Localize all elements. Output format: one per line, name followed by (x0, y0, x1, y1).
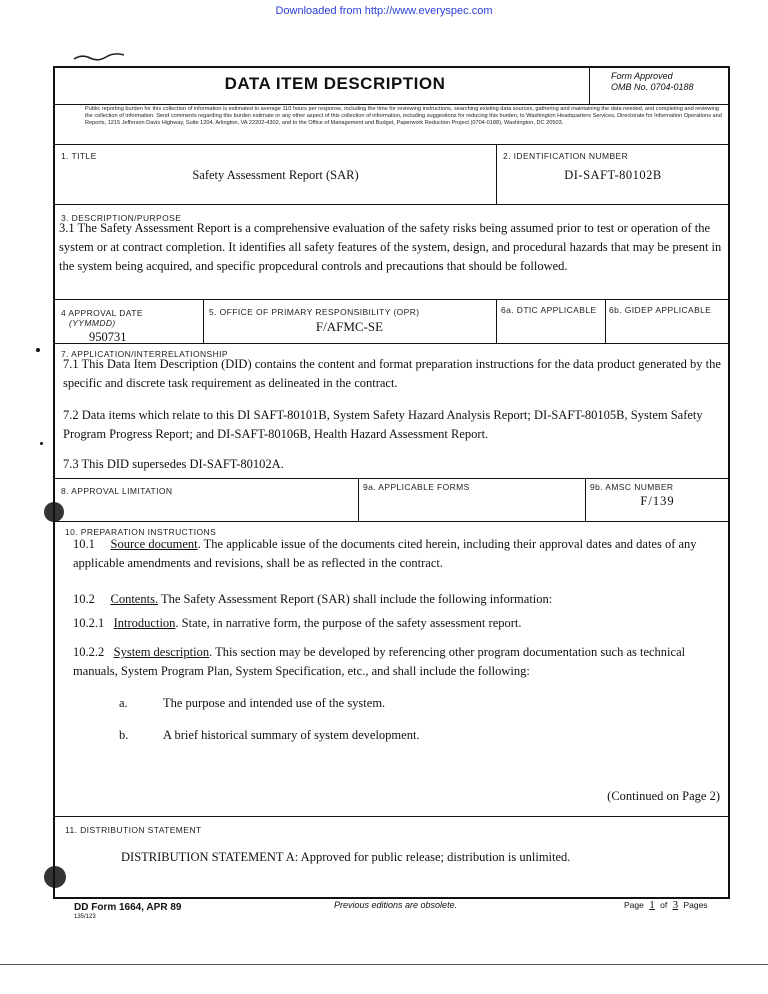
page-divider (0, 964, 768, 965)
title-value: Safety Assessment Report (SAR) (192, 168, 359, 182)
item-a-letter: a. (119, 696, 128, 710)
page-count (624, 899, 708, 911)
page-word: Page (624, 900, 644, 910)
omb-approval (611, 71, 728, 93)
block11-label: 11. DISTRIBUTION STATEMENT (65, 825, 202, 835)
approval-date-value: 950731 (89, 330, 127, 344)
item-b-letter: b. (119, 728, 129, 742)
handwritten-mark (72, 50, 132, 64)
page-number: 1 (649, 899, 655, 911)
block10-label: 10. PREPARATION INSTRUCTIONS (65, 527, 217, 537)
block8-label: 8. APPROVAL LIMITATION (61, 486, 173, 496)
para-10-2-text: The Safety Assessment Report (SAR) shall include the following information: (158, 592, 553, 606)
para-10-1-text: . The applicable issue of the documents cited herein, including their approval dates and dates of any applicable amendments and revisions, shall be as reflected in the contract. (73, 537, 697, 570)
pages-word: Pages (683, 900, 708, 910)
form-id: DD Form 1664, APR 89 (74, 902, 182, 913)
distribution-statement: DISTRIBUTION STATEMENT A: Approved for public release; distribution is unlimited. (121, 850, 571, 864)
form-title: DATA ITEM DESCRIPTION (224, 74, 446, 93)
approval-date-format: (YYMMDD) (69, 318, 116, 328)
para-7-3: 7.3 This DID supersedes DI-SAFT-80102A. (63, 457, 284, 471)
para-10-2 (73, 590, 723, 609)
block9b-label: 9b. AMSC NUMBER (590, 482, 674, 492)
para-10-2-2-num: 10.2.2 (73, 645, 105, 659)
previous-editions: Previous editions are obsolete. (334, 900, 458, 910)
approved-line1: Form Approved (611, 71, 673, 81)
para-10-2-2-text: . This section may be developed by referencing other program documentation such as technical manuals, System Program Plan, System Specification, etc., and shall include the following: (73, 645, 686, 678)
block5-label: 5. OFFICE OF PRIMARY RESPONSIBILITY (OPR) (209, 307, 420, 317)
para-10-2-num: 10.2 (73, 592, 95, 606)
para-7-1: 7.1 This Data Item Description (DID) contains the content and format preparation instructions for the data product generated by the specific and discrete task requirement as delineated in the contract. (63, 357, 721, 390)
para-10-2-2-head: System description (113, 645, 210, 659)
block7-label: 7. APPLICATION/INTERRELATIONSHIP (61, 349, 228, 359)
approval-date-label: 4 APPROVAL DATE (61, 308, 143, 318)
punch-mark (36, 348, 40, 352)
block6b-label: 6b. GIDEP APPLICABLE (609, 305, 712, 315)
block9a-label: 9a. APPLICABLE FORMS (363, 482, 470, 492)
para-10-2-2 (73, 643, 723, 681)
description-text: 3.1 The Safety Assessment Report is a comprehensive evaluation of the safety risks being assumed prior to test or operation of the system or at contract completion. It identifies all safety features of the system, design, and procedural hazards that may be present in the system being acquired, and specific propcedural controls and precautions that should be followed. (59, 221, 722, 273)
block4-label (61, 308, 143, 328)
identification-number: DI-SAFT-80102B (564, 168, 662, 182)
continued-note: (Continued on Page 2) (607, 789, 720, 803)
of-word: of (660, 900, 668, 910)
para-10-1-head: Source document (110, 537, 198, 551)
para-10-2-1 (73, 614, 723, 633)
form-sub: 135/123 (74, 914, 96, 920)
para-10-2-1-text: . State, in narrative form, the purpose of the safety assessment report. (175, 616, 522, 630)
para-10-2-1-head: Introduction (113, 616, 176, 630)
item-a-text: The purpose and intended use of the system. (163, 696, 386, 710)
form-frame (53, 66, 730, 899)
amsc-number: F/139 (640, 494, 675, 508)
block1-label: 1. TITLE (61, 151, 97, 161)
para-10-2-head: Contents. (110, 592, 159, 606)
para-10-2-1-num: 10.2.1 (73, 616, 105, 630)
item-b-text: A brief historical summary of system development. (163, 728, 420, 742)
para-10-1 (73, 535, 723, 573)
page-total: 3 (672, 899, 679, 911)
burden-statement: Public reporting burden for this collection of information is estimated to average 110 hours per response, including the time for reviewing instructions, searching existing data sources, gathering and maintaining the data needed, and completing and reviewing the collection of information. Send comments regarding this burden estimate or any other aspect of this collection of information, including suggestions for reducing this burden, to Washington Headquarters Services, Directorate for Information Operations and Reports, 1215 Jefferson Davis Highway, Suite 1204, Arlington, VA 22202-4302, and to the Office of Management and Budget, Paperwork Reduction Project (0704-0188), Washington, DC 20503. (85, 106, 722, 126)
block2-label: 2. IDENTIFICATION NUMBER (503, 151, 629, 161)
para-7-2: 7.2 Data items which relate to this DI SAFT-80101B, System Safety Hazard Analysis Report; DI-SAFT-80105B, System Safety Program Progress Report; and DI-SAFT-80106B, Health Hazard Assessment Report. (63, 408, 703, 441)
download-notice[interactable]: Downloaded from http://www.everyspec.com (275, 5, 493, 17)
block6a-label: 6a. DTIC APPLICABLE (501, 305, 597, 315)
para-10-1-num: 10.1 (73, 537, 95, 551)
punch-mark (40, 442, 43, 445)
approved-line2: OMB No. 0704-0188 (611, 82, 694, 92)
opr-value: F/AFMC-SE (315, 319, 384, 334)
block3-label: 3. DESCRIPTION/PURPOSE (61, 213, 182, 223)
